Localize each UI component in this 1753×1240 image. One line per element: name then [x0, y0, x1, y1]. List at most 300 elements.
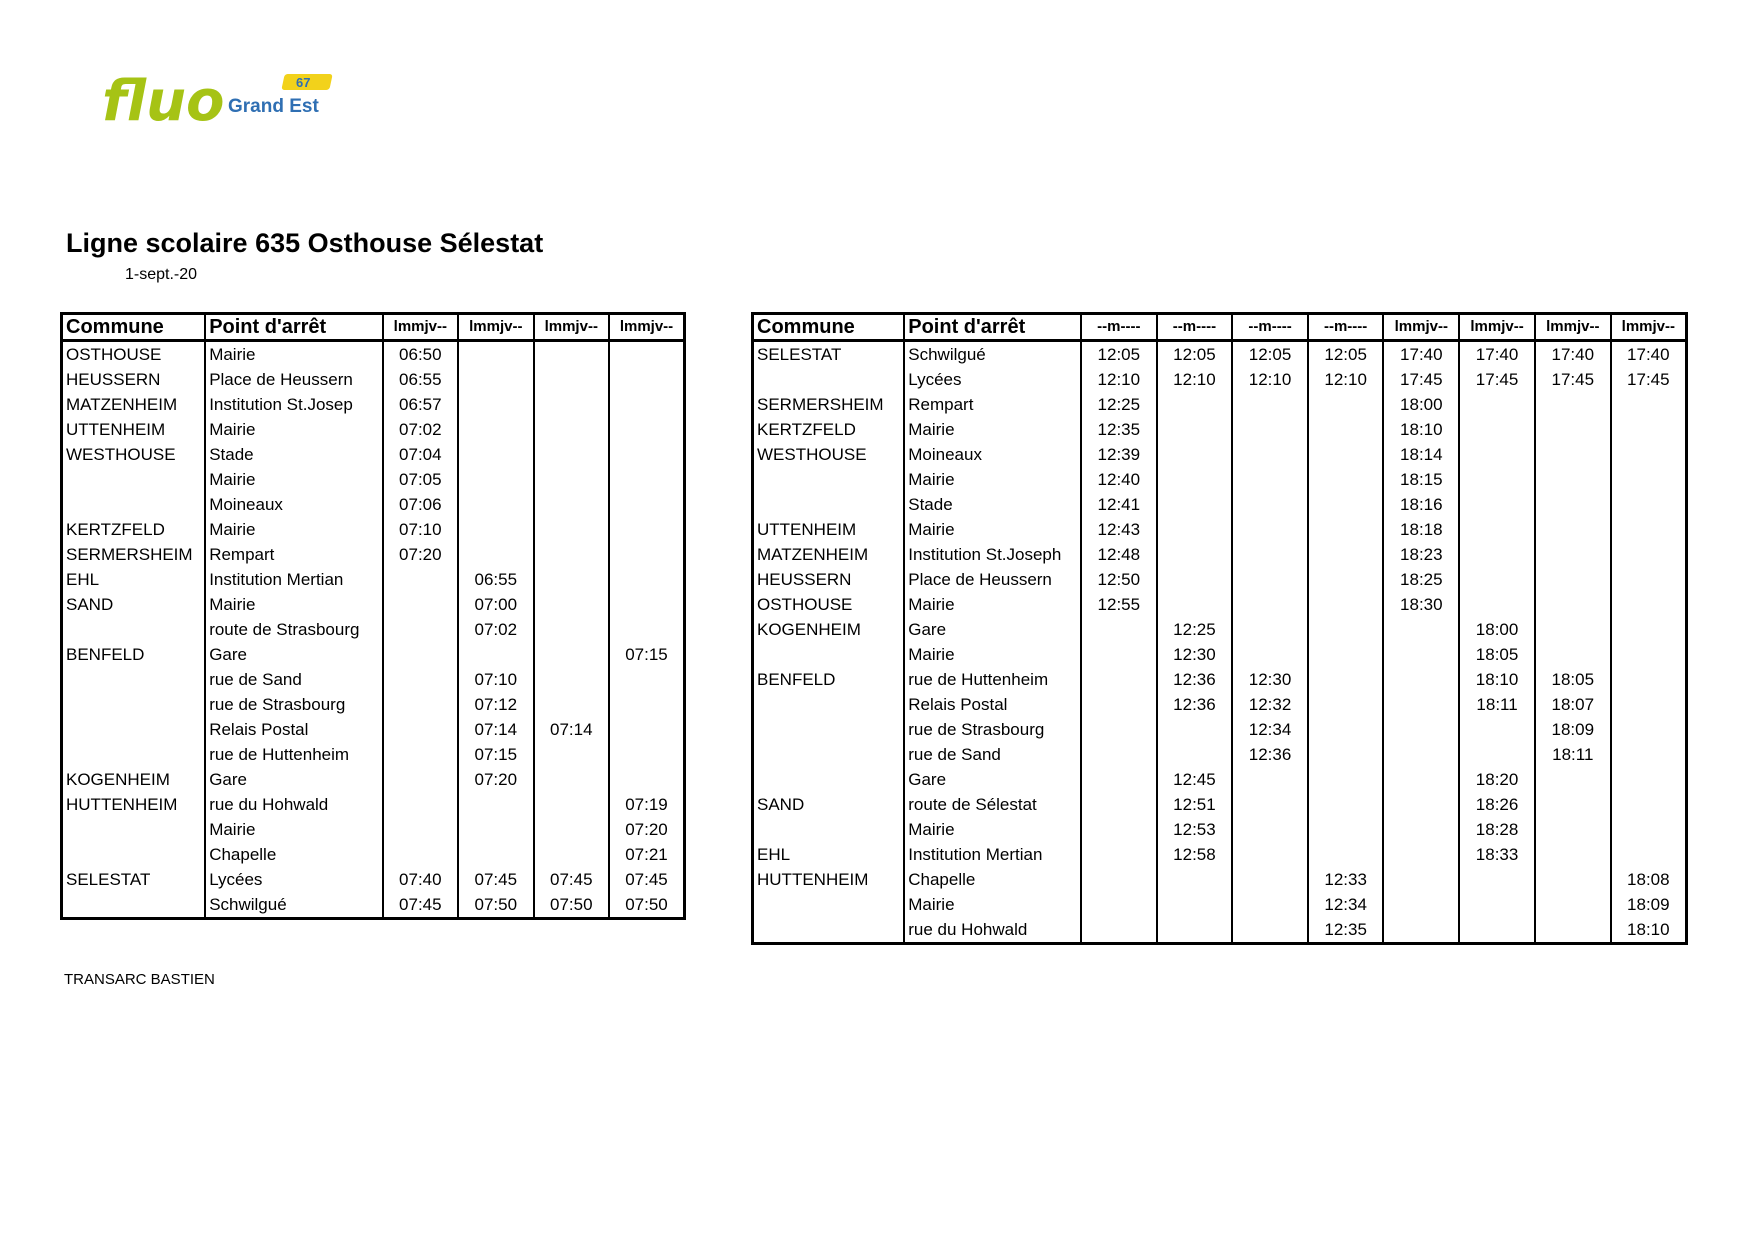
time-cell: [609, 592, 685, 617]
table-row: [753, 617, 1687, 642]
table-row: [753, 392, 1687, 417]
time-cell: 18:00: [1459, 617, 1535, 642]
time-cell: [609, 742, 685, 767]
time-cell: 12:45: [1157, 767, 1233, 792]
table-row: [62, 692, 685, 717]
time-cell: [1308, 717, 1384, 742]
time-cell: 07:14: [458, 717, 533, 742]
header-service: lmmjv--: [383, 314, 458, 341]
time-cell: [1459, 742, 1535, 767]
time-cell: [1459, 392, 1535, 417]
table-row: [62, 767, 685, 792]
commune-cell: MATZENHEIM: [757, 545, 869, 564]
time-cell: [1081, 642, 1157, 667]
time-cell: [1232, 392, 1308, 417]
commune-cell: UTTENHEIM: [757, 520, 857, 539]
time-cell: 18:23: [1383, 542, 1459, 567]
time-cell: 18:11: [1535, 742, 1611, 767]
time-cell: [534, 742, 609, 767]
stop-cell: Mairie: [205, 817, 382, 842]
commune-cell: [753, 892, 905, 917]
time-cell: [458, 542, 533, 567]
time-cell: 12:51: [1157, 792, 1233, 817]
logo-badge-text: 67: [296, 75, 311, 90]
table-row: [753, 467, 1687, 492]
table-row: [753, 341, 1687, 368]
time-cell: [609, 417, 685, 442]
time-cell: [609, 367, 685, 392]
time-cell: 12:39: [1081, 442, 1157, 467]
time-cell: [1535, 517, 1611, 542]
time-cell: [1535, 442, 1611, 467]
time-cell: 17:45: [1459, 367, 1535, 392]
commune-cell: SAND: [757, 795, 805, 814]
commune-cell: SERMERSHEIM: [757, 395, 884, 414]
commune-cell: [62, 717, 206, 742]
time-cell: [1535, 617, 1611, 642]
timetable-outbound: [60, 312, 686, 920]
time-cell: [1232, 592, 1308, 617]
time-cell: [1081, 842, 1157, 867]
time-cell: [1308, 517, 1384, 542]
time-cell: 18:10: [1611, 917, 1687, 944]
time-cell: 07:19: [609, 792, 685, 817]
time-cell: 07:14: [534, 717, 609, 742]
time-cell: [1611, 592, 1687, 617]
table-header-row: [753, 314, 1687, 341]
time-cell: [1611, 542, 1687, 567]
time-cell: 07:20: [609, 817, 685, 842]
time-cell: [1081, 792, 1157, 817]
time-cell: 18:28: [1459, 817, 1535, 842]
time-cell: 07:06: [383, 492, 458, 517]
stop-cell: rue de Sand: [205, 667, 382, 692]
time-cell: [458, 367, 533, 392]
commune-cell: [753, 817, 905, 842]
operator-name: TRANSARC BASTIEN: [64, 971, 215, 988]
time-cell: [1535, 492, 1611, 517]
time-cell: [534, 492, 609, 517]
time-cell: [458, 517, 533, 542]
table-row: [62, 892, 685, 919]
stop-cell: Mairie: [904, 592, 1081, 617]
commune-cell: HUTTENHEIM: [757, 870, 869, 889]
table-row: [62, 517, 685, 542]
time-cell: [458, 492, 533, 517]
commune-cell: UTTENHEIM: [66, 420, 166, 439]
header-service: --m----: [1308, 314, 1384, 341]
time-cell: [1308, 567, 1384, 592]
commune-cell: [62, 692, 206, 717]
time-cell: [1081, 817, 1157, 842]
time-cell: [1535, 642, 1611, 667]
time-cell: 18:05: [1459, 642, 1535, 667]
stop-cell: Relais Postal: [904, 692, 1081, 717]
time-cell: 12:32: [1232, 692, 1308, 717]
time-cell: 07:50: [609, 892, 685, 919]
time-cell: [609, 492, 685, 517]
stop-cell: Mairie: [205, 417, 382, 442]
time-cell: 12:36: [1157, 692, 1233, 717]
time-cell: [1157, 542, 1233, 567]
time-cell: 18:18: [1383, 517, 1459, 542]
time-cell: [1157, 492, 1233, 517]
time-cell: [1308, 667, 1384, 692]
commune-cell: [62, 817, 206, 842]
table-row: [753, 492, 1687, 517]
table-row: [62, 617, 685, 642]
page-title: Ligne scolaire 635 Osthouse Sélestat: [66, 228, 544, 258]
table-row: [62, 642, 685, 667]
time-cell: [1459, 467, 1535, 492]
stop-cell: Gare: [205, 767, 382, 792]
time-cell: [1232, 417, 1308, 442]
table-row: [62, 392, 685, 417]
time-cell: 12:10: [1157, 367, 1233, 392]
time-cell: [1232, 517, 1308, 542]
time-cell: [534, 667, 609, 692]
time-cell: [1459, 492, 1535, 517]
time-cell: 07:50: [534, 892, 609, 919]
time-cell: 12:25: [1157, 617, 1233, 642]
time-cell: [1611, 517, 1687, 542]
commune-cell: KOGENHEIM: [757, 620, 861, 639]
time-cell: 12:53: [1157, 817, 1233, 842]
time-cell: [1157, 417, 1233, 442]
time-cell: [1383, 817, 1459, 842]
commune-cell: [753, 917, 905, 944]
time-cell: [534, 617, 609, 642]
stop-cell: Relais Postal: [205, 717, 382, 742]
time-cell: [1232, 442, 1308, 467]
table-row: [753, 667, 1687, 692]
time-cell: [1383, 767, 1459, 792]
time-cell: [383, 567, 458, 592]
table-row: [753, 817, 1687, 842]
time-cell: [1383, 617, 1459, 642]
time-cell: 18:00: [1383, 392, 1459, 417]
time-cell: [1232, 842, 1308, 867]
table-row: [753, 917, 1687, 944]
time-cell: [458, 467, 533, 492]
date-label: 1-sept.-20: [125, 266, 198, 283]
time-cell: [1611, 692, 1687, 717]
time-cell: 17:40: [1535, 341, 1611, 368]
time-cell: 07:45: [383, 892, 458, 919]
commune-cell: HEUSSERN: [66, 370, 161, 389]
commune-cell: SELESTAT: [757, 345, 842, 364]
commune-cell: WESTHOUSE: [757, 445, 867, 464]
time-cell: [1535, 417, 1611, 442]
time-cell: 12:05: [1081, 341, 1157, 368]
time-cell: [1232, 467, 1308, 492]
header-service: --m----: [1232, 314, 1308, 341]
time-cell: 18:10: [1383, 417, 1459, 442]
time-cell: [1157, 517, 1233, 542]
table-row: [753, 367, 1687, 392]
commune-cell: KERTZFELD: [757, 420, 856, 439]
commune-cell: SERMERSHEIM: [66, 545, 193, 564]
header-service: lmmjv--: [609, 314, 685, 341]
table-row: [753, 592, 1687, 617]
time-cell: [383, 592, 458, 617]
time-cell: [1308, 442, 1384, 467]
stop-cell: Lycées: [904, 367, 1081, 392]
time-cell: [383, 617, 458, 642]
time-cell: [1459, 717, 1535, 742]
time-cell: [1535, 567, 1611, 592]
time-cell: 18:09: [1611, 892, 1687, 917]
time-cell: 07:05: [383, 467, 458, 492]
commune-cell: [753, 717, 905, 742]
time-cell: 07:21: [609, 842, 685, 867]
time-cell: [1459, 892, 1535, 917]
time-cell: [534, 817, 609, 842]
stop-cell: Rempart: [205, 542, 382, 567]
stop-cell: Gare: [904, 767, 1081, 792]
commune-cell: HUTTENHEIM: [66, 795, 178, 814]
stop-cell: Place de Heussern: [904, 567, 1081, 592]
stop-cell: Lycées: [205, 867, 382, 892]
stop-cell: Mairie: [205, 592, 382, 617]
time-cell: [1383, 892, 1459, 917]
time-cell: [534, 692, 609, 717]
time-cell: 17:40: [1611, 341, 1687, 368]
header-commune: Commune: [753, 314, 905, 341]
stop-cell: Stade: [904, 492, 1081, 517]
time-cell: [1383, 642, 1459, 667]
time-cell: [534, 567, 609, 592]
time-cell: [609, 341, 685, 368]
commune-cell: [62, 667, 206, 692]
time-cell: 07:04: [383, 442, 458, 467]
time-cell: [1535, 817, 1611, 842]
header-stop: Point d'arrêt: [205, 314, 382, 341]
table-row: [62, 492, 685, 517]
table-row: [753, 517, 1687, 542]
time-cell: [383, 792, 458, 817]
time-cell: 12:40: [1081, 467, 1157, 492]
time-cell: [1459, 517, 1535, 542]
stop-cell: Chapelle: [904, 867, 1081, 892]
time-cell: [383, 842, 458, 867]
time-cell: [1459, 567, 1535, 592]
table-row: [62, 341, 685, 368]
commune-cell: [753, 767, 905, 792]
header-service: lmmjv--: [534, 314, 609, 341]
time-cell: [1308, 842, 1384, 867]
stop-cell: rue de Huttenheim: [205, 742, 382, 767]
commune-cell: [753, 367, 905, 392]
time-cell: [1081, 717, 1157, 742]
commune-cell: [753, 692, 905, 717]
header-commune: Commune: [62, 314, 206, 341]
table-row: [62, 592, 685, 617]
time-cell: [609, 442, 685, 467]
time-cell: [534, 417, 609, 442]
table-row: [62, 867, 685, 892]
time-cell: [1308, 692, 1384, 717]
time-cell: [534, 392, 609, 417]
time-cell: [383, 742, 458, 767]
time-cell: [1383, 692, 1459, 717]
commune-cell: KERTZFELD: [66, 520, 165, 539]
time-cell: 06:55: [383, 367, 458, 392]
table-row: [753, 717, 1687, 742]
time-cell: 18:25: [1383, 567, 1459, 592]
time-cell: 18:07: [1535, 692, 1611, 717]
time-cell: [1308, 792, 1384, 817]
time-cell: 12:05: [1308, 341, 1384, 368]
table-row: [62, 542, 685, 567]
time-cell: [383, 817, 458, 842]
stop-cell: Gare: [904, 617, 1081, 642]
time-cell: [609, 617, 685, 642]
commune-cell: EHL: [66, 570, 100, 589]
table-header-row: [62, 314, 685, 341]
time-cell: [1611, 417, 1687, 442]
fluo-grand-est-logo: [102, 68, 342, 138]
time-cell: [609, 692, 685, 717]
time-cell: [1383, 842, 1459, 867]
time-cell: [609, 392, 685, 417]
time-cell: 12:10: [1081, 367, 1157, 392]
commune-cell: MATZENHEIM: [66, 395, 178, 414]
time-cell: [1081, 692, 1157, 717]
time-cell: 18:20: [1459, 767, 1535, 792]
time-cell: [1383, 867, 1459, 892]
time-cell: 07:45: [609, 867, 685, 892]
time-cell: 07:10: [383, 517, 458, 542]
table-row: [753, 642, 1687, 667]
commune-cell: [62, 492, 206, 517]
time-cell: [458, 642, 533, 667]
table-row: [753, 567, 1687, 592]
time-cell: 12:35: [1308, 917, 1384, 944]
header-service: lmmjv--: [1383, 314, 1459, 341]
table-row: [753, 742, 1687, 767]
time-cell: [458, 341, 533, 368]
time-cell: [1308, 467, 1384, 492]
time-cell: 18:10: [1459, 667, 1535, 692]
time-cell: [1232, 567, 1308, 592]
time-cell: [1535, 867, 1611, 892]
time-cell: 12:36: [1232, 742, 1308, 767]
commune-cell: WESTHOUSE: [66, 445, 176, 464]
table-row: [753, 792, 1687, 817]
time-cell: 12:41: [1081, 492, 1157, 517]
time-cell: [1308, 642, 1384, 667]
table-row: [753, 542, 1687, 567]
time-cell: [383, 767, 458, 792]
commune-cell: [753, 492, 905, 517]
time-cell: [1308, 392, 1384, 417]
time-cell: [1232, 817, 1308, 842]
time-cell: [1081, 767, 1157, 792]
stop-cell: Mairie: [904, 517, 1081, 542]
time-cell: [1611, 617, 1687, 642]
time-cell: [534, 467, 609, 492]
time-cell: [1611, 492, 1687, 517]
time-cell: [1611, 467, 1687, 492]
stop-cell: Rempart: [904, 392, 1081, 417]
time-cell: [1157, 392, 1233, 417]
time-cell: [1081, 667, 1157, 692]
time-cell: 12:58: [1157, 842, 1233, 867]
time-cell: 12:30: [1232, 667, 1308, 692]
commune-cell: [62, 467, 206, 492]
time-cell: [1232, 892, 1308, 917]
commune-cell: [62, 892, 206, 919]
stop-cell: Mairie: [904, 817, 1081, 842]
time-cell: 06:57: [383, 392, 458, 417]
time-cell: 17:45: [1611, 367, 1687, 392]
time-cell: 12:35: [1081, 417, 1157, 442]
time-cell: 18:05: [1535, 667, 1611, 692]
time-cell: 12:33: [1308, 867, 1384, 892]
table-row: [753, 442, 1687, 467]
stop-cell: Mairie: [904, 642, 1081, 667]
table-row: [62, 417, 685, 442]
table-row: [753, 767, 1687, 792]
commune-cell: [753, 467, 905, 492]
header-service: --m----: [1081, 314, 1157, 341]
time-cell: [1157, 742, 1233, 767]
table-row: [753, 867, 1687, 892]
time-cell: [609, 467, 685, 492]
time-cell: 12:36: [1157, 667, 1233, 692]
time-cell: [458, 842, 533, 867]
stop-cell: Place de Heussern: [205, 367, 382, 392]
time-cell: [1232, 542, 1308, 567]
time-cell: [1535, 392, 1611, 417]
stop-cell: Schwilgué: [205, 892, 382, 919]
table-row: [753, 892, 1687, 917]
stop-cell: Chapelle: [205, 842, 382, 867]
time-cell: [534, 642, 609, 667]
time-cell: [1383, 742, 1459, 767]
stop-cell: rue du Hohwald: [904, 917, 1081, 944]
time-cell: 07:10: [458, 667, 533, 692]
time-cell: [534, 592, 609, 617]
stop-cell: Mairie: [904, 892, 1081, 917]
time-cell: 07:50: [458, 892, 533, 919]
table-row: [62, 367, 685, 392]
commune-cell: BENFELD: [757, 670, 836, 689]
time-cell: [1459, 592, 1535, 617]
time-cell: [1232, 767, 1308, 792]
time-cell: [1232, 792, 1308, 817]
time-cell: [1611, 392, 1687, 417]
time-cell: [1081, 892, 1157, 917]
time-cell: [1611, 842, 1687, 867]
time-cell: [1157, 917, 1233, 944]
time-cell: [1459, 867, 1535, 892]
time-cell: 07:02: [383, 417, 458, 442]
time-cell: [458, 442, 533, 467]
time-cell: [534, 792, 609, 817]
time-cell: 12:43: [1081, 517, 1157, 542]
stop-cell: Institution Mertian: [904, 842, 1081, 867]
time-cell: 12:48: [1081, 542, 1157, 567]
table-row: [753, 842, 1687, 867]
table-row: [62, 442, 685, 467]
time-cell: 07:12: [458, 692, 533, 717]
time-cell: [1611, 742, 1687, 767]
time-cell: [534, 367, 609, 392]
time-cell: [1611, 642, 1687, 667]
time-cell: 17:40: [1383, 341, 1459, 368]
